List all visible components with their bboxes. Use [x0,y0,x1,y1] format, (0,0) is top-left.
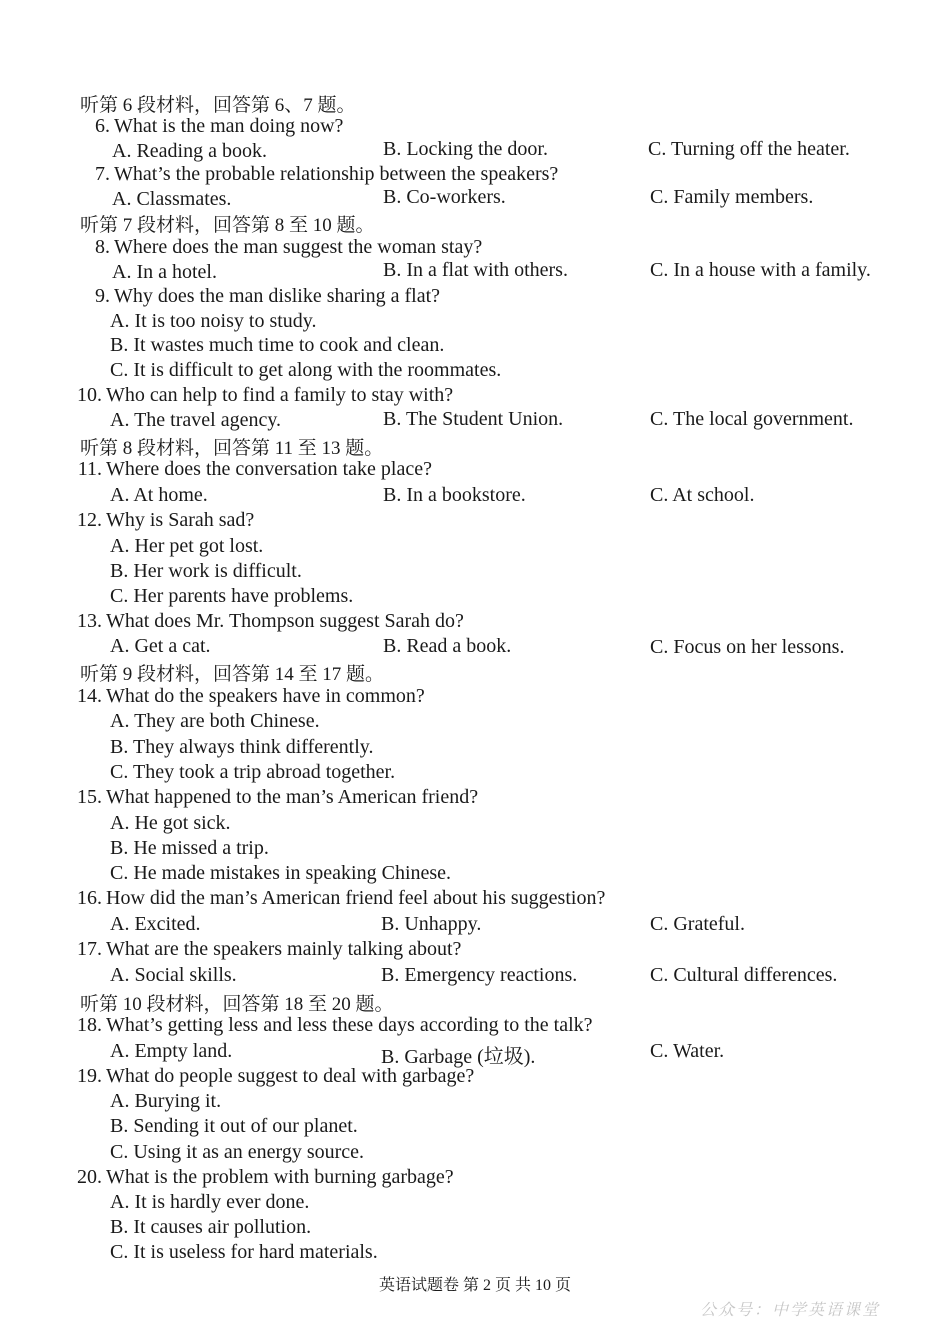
question-20 [0,1166,454,1189]
question-number: 15. [77,786,102,808]
option-c: C. It is useless for hard materials. [110,1241,378,1263]
question-number: 6. [95,115,110,137]
question-text: What do the speakers have in common? [106,685,425,707]
question-text: How did the man’s American friend feel about his suggestion? [106,887,606,909]
question-text: Why is Sarah sad? [106,509,255,531]
question-number: 16. [77,887,102,909]
question-14 [0,685,425,708]
option-a: A. He got sick. [110,812,231,834]
question-9 [0,285,440,308]
option-c: C. It is difficult to get along with the roommates. [110,359,502,381]
question-7 [0,163,558,186]
question-19 [0,1065,474,1088]
question-10 [0,384,453,407]
question-number: 17. [77,938,102,960]
question-text: Who can help to find a family to stay with? [106,384,454,406]
option-a: A. It is too noisy to study. [110,310,317,332]
option-c: C. Focus on her lessons. [650,636,845,658]
option-b: B. Garbage (垃圾). [381,1046,536,1068]
option-b: B. Co-workers. [383,186,506,208]
question-text: What are the speakers mainly talking about? [106,938,462,960]
option-a: A. At home. [110,484,208,506]
section-header-6: 听第 6 段材料，回答第 6、7 题。 [80,95,356,116]
page-footer: 英语试题卷 第 2 页 共 10 页 [378,1277,571,1294]
question-number: 11. [77,458,102,480]
option-b: B. In a bookstore. [383,484,526,506]
section-header-9: 听第 9 段材料，回答第 14 至 17 题。 [80,664,385,685]
option-c: C. The local government. [650,408,854,430]
section-header-8: 听第 8 段材料，回答第 11 至 13 题。 [80,438,384,459]
question-6 [0,115,343,138]
option-c: C. Cultural differences. [650,964,838,986]
option-a: A. They are both Chinese. [110,710,320,732]
question-number: 19. [77,1065,102,1087]
option-c: C. Turning off the heater. [648,138,850,160]
question-text: Why does the man dislike sharing a flat? [114,285,441,307]
question-number: 10. [77,384,102,406]
option-b: B. In a flat with others. [383,259,568,281]
option-a: A. It is hardly ever done. [110,1191,310,1213]
option-b: B. Read a book. [383,635,512,657]
question-number: 9. [95,285,110,307]
option-a: A. Her pet got lost. [110,535,264,557]
option-b: B. They always think differently. [110,736,374,758]
question-text: What’s getting less and less these days according to the talk? [106,1014,593,1036]
question-16 [0,887,605,910]
question-11 [0,458,432,481]
option-c: C. Grateful. [650,913,745,935]
question-text: What is the problem with burning garbage? [106,1166,454,1188]
option-c: C. They took a trip abroad together. [110,761,396,783]
question-text: Where does the conversation take place? [106,458,432,480]
option-b: B. It wastes much time to cook and clean. [110,334,445,356]
option-c: C. Water. [650,1040,725,1062]
question-text: Where does the man suggest the woman stay? [114,236,483,258]
question-number: 13. [77,610,102,632]
option-a: A. Reading a book. [112,140,267,162]
option-a: A. Empty land. [110,1040,233,1062]
option-b: B. He missed a trip. [110,837,269,859]
option-c: C. Her parents have problems. [110,585,354,607]
option-b: B. It causes air pollution. [110,1216,312,1238]
watermark: 公众号：中学英语课堂 [699,1302,880,1319]
question-text: What happened to the man’s American friend? [106,786,479,808]
question-text: What’s the probable relationship between the speakers? [114,163,559,185]
option-b: B. Emergency reactions. [381,964,578,986]
option-a: A. Burying it. [110,1090,222,1112]
option-c: C. At school. [650,484,755,506]
option-a: A. Excited. [110,913,201,935]
question-number: 8. [95,236,110,258]
question-text: What do people suggest to deal with garbage? [106,1065,475,1087]
question-number: 7. [95,163,110,185]
question-number: 20. [77,1166,102,1188]
option-a: A. Get a cat. [110,635,211,657]
option-c: C. He made mistakes in speaking Chinese. [110,862,452,884]
question-17 [0,938,461,961]
question-number: 12. [77,509,102,531]
option-b: B. Locking the door. [383,138,548,160]
section-header-7: 听第 7 段材料，回答第 8 至 10 题。 [80,215,375,236]
section-header-10: 听第 10 段材料，回答第 18 至 20 题。 [80,994,394,1015]
question-15 [0,786,478,809]
question-number: 14. [77,685,102,707]
option-a: A. The travel agency. [110,409,282,431]
question-number: 18. [77,1014,102,1036]
question-text: What does Mr. Thompson suggest Sarah do? [106,610,464,632]
question-8 [0,236,482,259]
option-b: B. Sending it out of our planet. [110,1115,358,1137]
option-b: B. Unhappy. [381,913,482,935]
option-a: A. Social skills. [110,964,237,986]
option-b: B. Her work is difficult. [110,560,302,582]
question-12 [0,509,254,532]
option-b: B. The Student Union. [383,408,564,430]
option-c: C. Using it as an energy source. [110,1141,365,1163]
option-c: C. Family members. [650,186,814,208]
option-c: C. In a house with a family. [650,259,871,281]
option-a: A. Classmates. [112,188,232,210]
question-text: What is the man doing now? [114,115,344,137]
option-a: A. In a hotel. [112,261,217,283]
question-18 [0,1014,593,1037]
question-13 [0,610,464,633]
